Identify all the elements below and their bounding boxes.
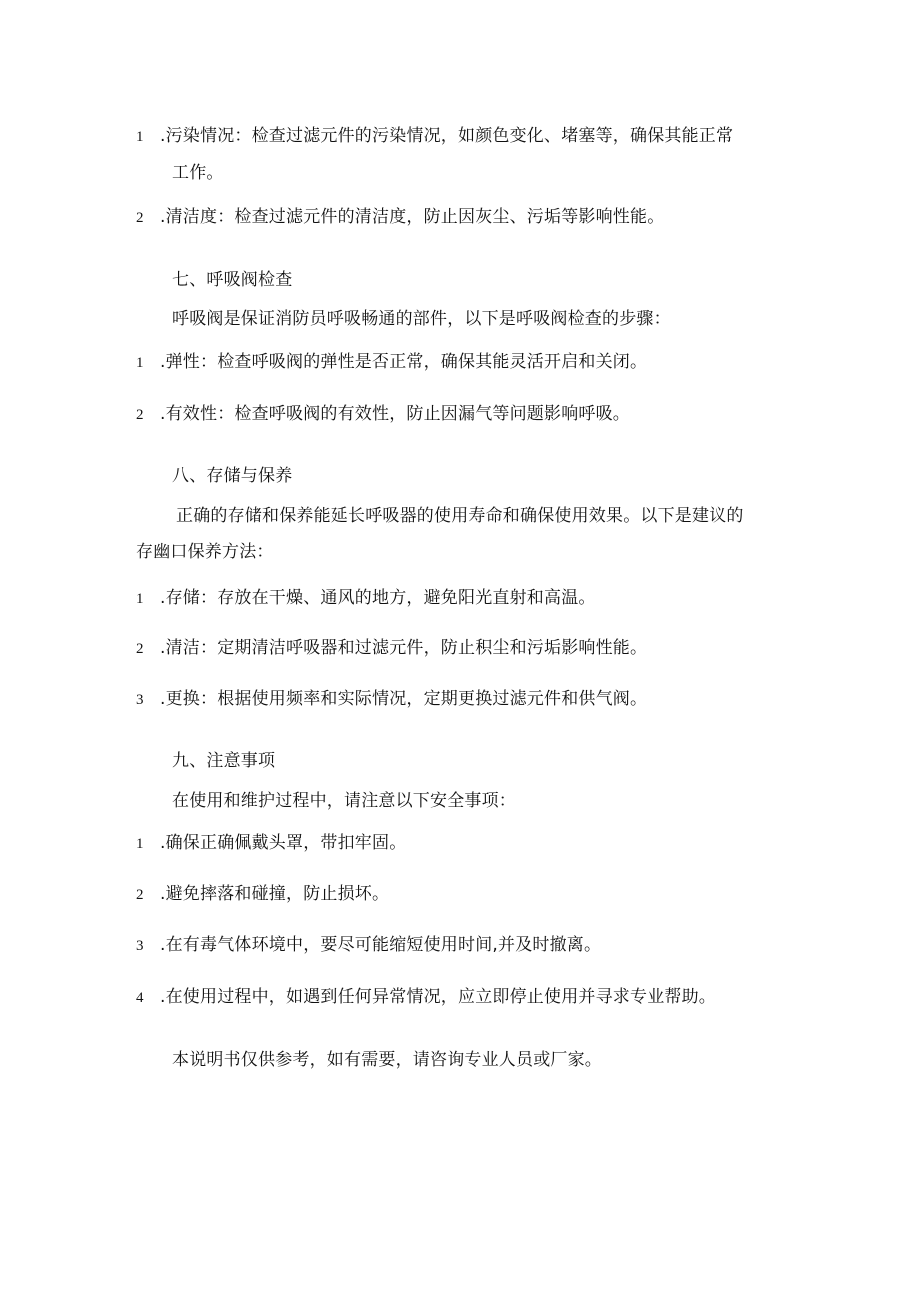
list-text: .在使用过程中，如遇到任何异常情况，应立即停止使用并寻求专业帮助。 xyxy=(160,987,717,1007)
list-item xyxy=(136,882,389,907)
list-text: .有效性：检查呼吸阀的有效性，防止因漏气等问题影响呼吸。 xyxy=(160,404,631,424)
list-number: 2 xyxy=(136,210,144,226)
list-number: 3 xyxy=(136,938,144,954)
list-number: 2 xyxy=(136,887,144,903)
list-item-continuation: 工作。 xyxy=(172,163,224,183)
list-item xyxy=(136,831,406,856)
list-item xyxy=(136,402,630,427)
list-text: .弹性：检查呼吸阀的弹性是否正常，确保其能灵活开启和关闭。 xyxy=(160,352,648,372)
list-item xyxy=(136,205,664,230)
list-text: .在有毒气体环境中，要尽可能缩短使用时间,并及时撤离。 xyxy=(160,935,602,955)
section-heading: 七、呼吸阀检查 xyxy=(172,270,293,290)
list-number: 4 xyxy=(136,990,144,1006)
list-text: .更换：根据使用频率和实际情况，定期更换过滤元件和供气阀。 xyxy=(160,689,648,709)
list-text: .清洁度：检查过滤元件的清洁度，防止因灰尘、污垢等影响性能。 xyxy=(160,207,665,227)
list-item xyxy=(136,933,601,958)
list-number: 2 xyxy=(136,407,144,423)
list-text: .污染情况：检查过滤元件的污染情况，如颜色变化、堵塞等，确保其能正常 xyxy=(160,126,734,146)
list-text: .存储：存放在干燥、通风的地方，避免阳光直射和高温。 xyxy=(160,588,596,608)
list-number: 1 xyxy=(136,129,144,145)
list-item xyxy=(136,350,647,375)
list-number: 1 xyxy=(136,355,144,371)
section-heading: 八、存储与保养 xyxy=(172,466,293,486)
list-number: 1 xyxy=(136,591,144,607)
list-item xyxy=(136,124,733,149)
footer-note: 本说明书仅供参考，如有需要，请咨询专业人员或厂家。 xyxy=(172,1050,602,1070)
list-item xyxy=(136,636,647,661)
list-number: 2 xyxy=(136,641,144,657)
list-number: 1 xyxy=(136,836,144,852)
list-text: .避免摔落和碰撞，防止损坏。 xyxy=(160,884,390,904)
list-item xyxy=(136,687,647,712)
section-intro: 呼吸阀是保证消防员呼吸畅通的部件，以下是呼吸阀检查的步骤： xyxy=(172,309,671,329)
list-item xyxy=(136,586,596,611)
list-number: 3 xyxy=(136,692,144,708)
section-intro: 在使用和维护过程中，请注意以下安全事项： xyxy=(172,791,516,811)
list-text: .清洁：定期清洁呼吸器和过滤元件，防止积尘和污垢影响性能。 xyxy=(160,638,648,658)
list-item xyxy=(136,985,716,1010)
section-intro-continuation: 存幽口保养方法： xyxy=(136,542,274,562)
list-text: .确保正确佩戴头罩，带扣牢固。 xyxy=(160,833,407,853)
section-heading: 九、注意事项 xyxy=(172,751,276,771)
section-intro: 正确的存储和保养能延长呼吸器的使用寿命和确保使用效果。以下是建议的 xyxy=(176,506,744,526)
